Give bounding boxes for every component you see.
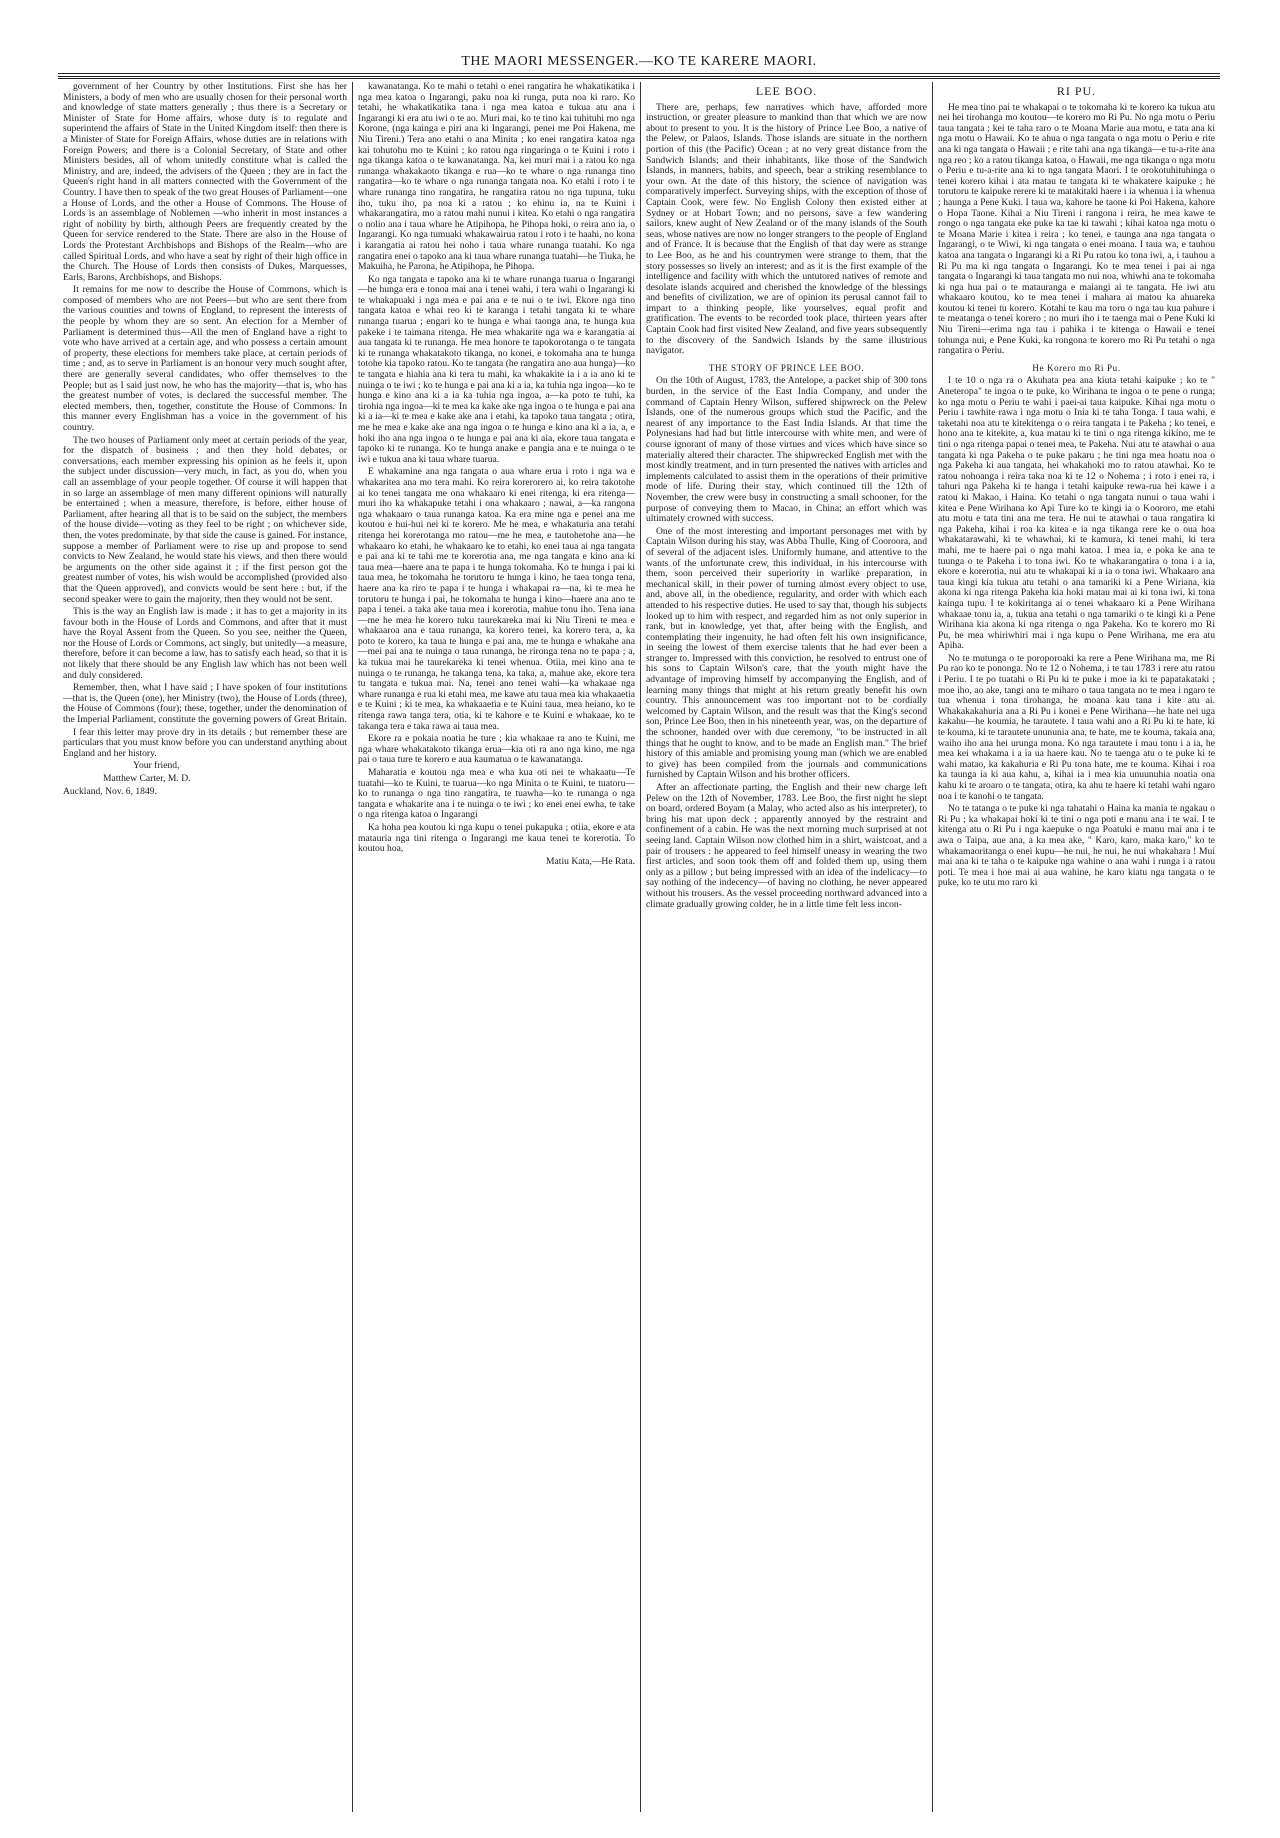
paragraph: It remains for me now to describe the House of Commons, which is composed of members who are not Peers—but who are sent there from the various counties and towns of England, to represent the interests of the people by whom they are so sent. An election for a Member of Parliament is determined thus—All the men of England have a right to vote who have arrived at a certain age, and who possess a certain amount of property, these elections for members take place, at certain periods of time ; and, as to serve in Parliament is an honour very much sought after, there are generally several candidates, who offer themselves to the People; but as I said just now, he who has the majority—that is, who has the greatest number of votes, is declared the successful member. The elected members, then, together, constitute the House of Commons. In this manner every Englishman has a voice in the government of his country. [63, 284, 347, 433]
paragraph: Ekore ra e pokaia noatia he ture ; kia whakaae ra ano te Kuini, me nga whare whakatakoto tikanga erua—kia oti ra ano nga kino, me nga pai o taua ture te korero e aua kaumatua o te kawanatanga. [358, 733, 635, 766]
paragraph: No te mutunga o te poroporoaki ka rere a Pene Wirihana ma, me Ri Pu rao ko te pononga. No te 12 o Nohema, i te tau 1783 i rere atu ratou i Periu. I te po tuatahi o Ri Pu ki te puke i moe ia ki te papatakataki ; moe iho, ao ake, tangi ana te miharo o taua tangata no te mea i ngaro te tua whenua i tona tirohanga, he moana kau tana i kite atu ai. Whakakakahuria ana a Ri Pu i konei e Pene Wirihana—he hate nei uga kakahu—he koumia, he tarautete. I taua wahi ano a Ri Pu ki te hate, ki te kouma, ki te tarautete unununia ana, te hate, me te kouma, takaia ana, waiho iho ana hei urunga mona. Ko nga tarautete i mau tonu i a ia, he mea kei whakama i a ia ua haere kau. No te taenga atu o te puke ki te wahi matao, ka kakahuria e Ri Pu tona hate, me te kouma. Kihai i roa ka taunga ia ki aua kahu, a, kihai ia i mea kia unuunuhia noatia ona kahu ki te aroaro o te tangata, otira, ka ahu te haere ki tetahi wahi ngaro noa i te kanohi o te tangata. [938, 652, 1215, 802]
closing-salutation: Your friend, [133, 760, 180, 772]
article-subheading: THE STORY OF PRINCE LEE BOO. [708, 362, 865, 373]
author-signature: Matthew Carter, M. D. [103, 773, 191, 784]
masthead-double-rule [58, 76, 1220, 79]
paragraph: E whakamine ana nga tangata o aua whare erua i roto i nga wa e whakaritea ana mo tera mahi. Ko reira korerorero ai, ko reira takotohe ai ko tenei tangata me ona whakaaro ki enei ritenga, ki era ritenga—muri iho ka whakapuke tetahi i ona whakaaro ; nawai, a—ka rangona nga whakaaro o taua runanga katoa. Ka era mine nga e penei ana me koutou e hui-hui nei ki te korero. Me he mea, e whakaturia ana tetahi ritenga hei korerotanga mo ratou—me he mea, e tautohetohe ana—he whakaaro ko etahi, he whakaaro ke to etahi, ko enei taua ai nga tangata e pai ana ki te tahi me te korerotia ana, me nga tangata e kino ana ki taua mea—haere ana te papa i te hunga tokomaha. Ko te hunga i pai ki taua mea, he tokomaha he torutoru te hunga i kino, he taea tonga tena, haere ana ka riro te papa i te hunga i whakapai ra—na, ki te mea he torutoru te hunga i pai, he tokomaha te hunga i kino—haere ana ano te papa i tenei. a taka ake taua mea i korerotia, mahue tonu iho. Tena iana—me he mea he korero tuku taurekareka mai ki Niu Tireni te mea e whakaaroa ana e taua runanga, ka korero tenei, ka korero tera, a, ka poto te korero, ka taua te hunga e pai ana, me te hunga e whakahe ana—mei pai ana te nuinga o taua runanga, he rironga tena no te papa ; a, ka tukua mai he taurekareka ki tenei whenua. Otiia, mei kino ana te nuinga o te runanga, he takanga tena, ka taka, a, mahue ake, ekore tera tu tangata e tukua mai. Na, tenei ano tenei wahi—ka whakaae nga whare runanga e rua ki etahi mea, me kawe atu taua mea kia whakaaetia e te Kuini ; ki te mea, ka whakaaetia e te Kuini taua, mea heiano, ko te ritenga rawa tanga tera, otia, ki te kahore e te Kuini e whakaae, ko te takanga tera e taka rawa ai taua mea. [358, 466, 636, 732]
column-letter-maori [352, 82, 640, 1812]
masthead: THE MAORI MESSENGER.—KO TE KARERE MAORI. [461, 54, 817, 69]
article-heading: LEE BOO. [755, 84, 818, 98]
column-letter-english [58, 82, 352, 1812]
paragraph: This is the way an English law is made ; it has to get a majority in its favour both in the House of Lords and Commons, and after that it must have the Royal Assent from the Queen. So you see, neither the Queen, nor the House of Lords or Commons, act singly, but unitedly—a measure, therefore, before it can become a law, has to satisfy each head, so that it is not likely that there should be any English law which has not been well and duly considered. [63, 606, 347, 681]
column-lee-boo [640, 82, 932, 1812]
paragraph: government of her Country by other Institutions. First she has her Ministers, a body of men who are usually chosen for their personal worth and knowledge of state matters generally ; thus there is a Secretary or Minister of State for Home affairs, whose duty is to regulate and superintend the affairs of State in the United Kingdom itself: then there is a Minister of State for Foreign Affairs, whose duties are in relations with Foreign Powers; and there is a Colonial Secretary, of State and other Ministers besides, all of whom unitedly constitute what is called the Ministry, and are, indeed, the advisers of the Queen ; they are in fact the Queen's right hand in all matters connected with the Government of the Country. I have then to speak of the two great Houses of Parliament—one a House of Lords, and the other a House of Commons. The House of Lords is an assemblage of Noblemen —who inherit in most instances a right of nobility by birth, although Peers are frequently created by the Queen for service rendered to the State. There are also in the House of Lords the Protestant Archbishops and Bishops of the Realm—who are called Spiritual Lords, and who have a seat by right of their high office in the Church. The House of Lords then consists of Dukes, Marquesses, Earls, Barons, Archbishops, and Bishops. [63, 82, 347, 283]
dateline: Auckland, Nov. 6, 1849. [63, 785, 157, 797]
paragraph: On the 10th of August, 1783, the Antelope, a packet ship of 300 tons burden, in the service of the East India Company, and under the command of Captain Henry Wilson, suffered shipwreck on the Pelew Islands, one of the numerous groups which stud the Pacific, and the nearest of any importance to the East India Islands. At that time the Polynesians had had but little intercourse with white men, and were of course ignorant of many of those virtues and vices which have since so materially altered their character. The shipwrecked English met with the most kindly treatment, and in turn presented the natives with articles and implements calculated to assist them in the operations of their primitive mode of life. During their stay, which continued till the 12th of November, the crew were busy in constructing a small schooner, for the purpose of conveying them to Macao, in China; an effort which was ultimately crowned with success. [646, 375, 927, 525]
paragraph: After an affectionate parting, the English and their new charge left Pelew on the 12th of November, 1783. Lee Boo, the first night he slept on board, ordered Boyam (a Malay, who acted also as his interpreter), to bring his mat upon deck ; apparently annoyed by the restraint and confinement of a cabin. He was the next morning much surprised at not seeing land. Captain Wilson now clothed him in a shirt, waistcoat, and a pair of trousers : he appeared to feel himself uneasy in wearing the two first articles, and soon took them off and folded them up, using them only as a pillow ; but being impressed with an idea of the indelicacy—to say nothing of the indecency—of having no clothing, he never appeared without his trousers. As the vessel proceeding northward advanced into a climate gradually growing colder, he in a little time felt less incon- [646, 782, 927, 910]
author-signature: Matiu Kata,—He Rata. [546, 855, 635, 867]
masthead-rule [58, 73, 1220, 74]
letter-closing [63, 761, 347, 797]
paragraph: The two houses of Parliament only meet at certain periods of the year, for the dispatch of business ; and then they hold debates, or conversations, each member expressing his opinion as he feels it, upon the subject under discussion—very much, in fact, as you do, when you call an assemblage of your people together. Of course it will happen that in so large an assemblage of men many different opinions will naturally be entertained ; when a measure, therefore, is before, either house of Parliament, after hearing all that is to be said on the subject, the members of the house divide—voting as they feel to be right ; on whichever side, then, the votes predominate, by that side the cause is gained. For instance, suppose a member of Parliament were to rise up and propose to send convicts to New Zealand, he would state his views, and then there would be arguments on the other side against it ; if the first person got the greatest number of votes, his wish would be accomplished (provided also that the Queen approved), and convicts would be sent here : but, if the second speaker were to gain the majority, then they would not be sent. [63, 434, 348, 605]
column-ri-pu [932, 82, 1220, 1812]
paragraph: He mea tino pai te whakapai o te tokomaha ki te korero ka tukua atu nei hei tirohanga mo koutou—te korero mo Ri Pu. No nga motu o Periu taua tangata ; kei te taha raro o te Moana Marie aua motu, e tata ana ki nga motu o Hawaii. Ko te ahua o nga tangata o nga motu o Periu e rite ana ki nga tangata o Hawaii ; e rite tahi ana nga tikanga—e tu-a-rite ana nga reo ; ko a ratou tikanga katoa, o Hawaii, me nga tikanga o nga motu o Periu e tu-a-rite ana ki to nga tangata Maori. I te orokotuhituhinga o tenei korero kihai i ata matau te tangata ki te whakatere kaipuke ; he torutoru te kaipuke rerere ki te matakitaki haere i ia whenua i ia whenua ; haunga a Pene Kuki. I taua wa, kahore he taone ki Poi Hakena, kahore o Hopa Taone. Kihai a Niu Tireni i rangona i reira, he mea kawe te rongo o nga tangata eke puke ka tae ki tawahi ; kihai katoa nga motu o te Moana Marie i kitea i reira ; ko tenei, e taunga ana nga tangata o Ingarangi, o te Wiwi, ki nga tangata o enei moana. I taua wa, e tauhou katoa ana tangata o Ingarangi ki a Ri Pu ratou ko tona iwi, a, i tauhou a Ri Pu ma ki nga tangata o Ingarangi. Ko te mea tenei i pai ai nga tangata o Ingarangi ki taua tangata mo nui noa, whiwhi ana te tokomaha ki nga hua pai o te matauranga e maiangi ai te tangata. He iwi atu whakaaro koutou, ko te mea tenei i mahara ai matou ka ahuareka koutou ki tenei tu korero. Kotahi te kau ma toru o nga tau kua pahure i te meatanga o tenei korero ; no muri iho i te taenga mai o Pene Kuki ki Niu Tireni—erima nga tau i pahika i te kitenga o Hawaii e tenei tohunga nui, e Pene Kuki, ka rongona te korero mo Ri Pu tetahi o nga rangatira o Periu. [938, 101, 1215, 357]
paragraph: kawanatanga. Ko te mahi o tetahi o enei rangatira he whakatikatika i nga mea katoa o Ingarangi, paku noa ki runga, puta noa ki raro. Ko tetahi, he whakatikatika tana i nga mea katoa e tukua atu ana i Ingarangi ki era atu iwi o te ao. Muri mai, ko te tino kai tuhituhi mo nga Korone, (nga kainga e piri ana ki Ingarangi, penei me Poi Hakena, me Niu Tireni.) Tera ano etahi o ana Minita ; ko enei rangatira katoa nga kai tohutohu mo te Kuini ; ko ratou nga ringaringa o te Kuini i roto i nga tikanga katoa o te kawanatanga. Na, kei muri mai i a ratou ko nga runanga whakakaoto tikanga e rua—ko te whare o nga runanga tino rangatira—ko te whare o nga runanga tangata noa. Ko etahi i roto i te whare runanga tino rangatira, he rangatira ratou no nga tupuna, tuku iho, tuku iho, pa noa ki a ratou ; ko ehinu ia, na te Kuini i whakarangatira, mo a ratou mahi nunui i kitea. Ko etahi o nga rangatira o nolio ana i taua whare he Atipihopa, he Pihopa hoki, o reira ano ia, o Ingarangi. Ko nga tumuaki whakawairua ratou i roto i te haahi, no kona i karangatia ai ratou hei noho i taua whare runanga tuatahi. Ko nga rangatira enei o tapoko ana ki taua whare runanga tuatahi—he Tiuka, he Makuiha, he Parona, he Atipihopa, he Pihopa. [358, 82, 635, 273]
paragraph: Remember, then, what I have said ; I have spoken of four institutions—that is, the Queen (one), her Ministry (two), the House of Lords (three), the House of Commons (four); these, together, under the denomination of the Imperial Parliament, constitute the governing powers of Great Britain. [63, 682, 348, 726]
paragraph: One of the most interesting and important personages met with by Captain Wilson during his stay, was Abba Thulle, King of Cooroora, and of several of the adjacent isles. Uniformly humane, and attentive to the wants of the unfortunate crew, this individual, in his intercourse with them, soon perceived their superiority in warlike preparation, in mechanical skill, in their power of turning almost every object to use, and, above all, in the obedience, regularity, and order with which each attended to his respective duties. He used to say that, though his subjects looked up to him with respect, and regarded him as not only superior in rank, but in knowledge, yet that, after being with the English, and contemplating their ingenuity, he had often felt his own insignificance, in seeing the lowest of them exercise talents that he had ever been a stranger to. Impressed with this conviction, he resolved to entrust one of his sons to Captain Wilson's care, that the youth might have the advantage of improving himself by accompanying the English, and of learning many things that might at his return greatly benefit his own country. This announcement was too important not to be cordially welcomed by Captain Wilson, and the result was that the King's second son, Prince Lee Boo, then in his nineteenth year, was, on the departure of the schooner, handed over with due ceremony, "to be instructed in all things that he ought to know, and to be made an English man." The brief history of this amiable and promising young man (which we are enabled to give) has been compiled from the journals and communications furnished by Captain Wilson and his brother officers. [646, 525, 927, 781]
article-subheading: He Korero mo Ri Pu. [1032, 362, 1121, 373]
paragraph: Maharatia e koutou nga mea e wha kua oti nei te whakaatu—Te tuatahi—ko te Kuini, te tuarua—ko nga Minita o te Kuini, te tuatoru—ko to runanga o nga tino rangatira, te tuawha—ko te runanga o nga tangata e whakarite ana i te nuinga o te iwi ; ko enei enei ewha, te take o nga ritenga katoa o Ingarangi [358, 767, 635, 821]
paragraph: Ka hoha pea koutou ki nga kupu o tenei pukapuka ; otiia, ekore e ata matauria nga tini ritenga o Ingarangi me kaua tenei te korerotia. To koutou hoa, [358, 821, 635, 855]
paragraph: I fear this letter may prove dry in its details ; but remember these are particulars that you must know before you can understand anything about England and her history. [63, 726, 347, 759]
columns [58, 82, 1220, 1812]
article-heading: RI PU. [1056, 84, 1097, 98]
paragraph: No te tatanga o te puke ki nga tahatahi o Haina ka mania te ngakau o Ri Pu ; ka whakapai hoki ki te tini o nga poti e manu ana i te wai. I te kitenga atu o Ri Pu i nga kaepuke o nga Poatuki e manu mai ana i te awa o Taipa, aue ana, a ka mea ake, " Karo, karo, maka karo," ko te whakamaoritanga o enei kupu—he nui, he nui, he nui whakahara ! Mui mai ana ki te taha o te kaipuke nga wahine o ana wahi i runga i a ratou poti. Te mea i hoe mai ai aua wahine, he karo kiatu nga tangata o te puke, ko te utu mo raro ki [938, 803, 1215, 889]
paragraph: Ko nga tangata e tapoko ana ki te whare runanga tuarua o Ingarangi—he hunga era e tonoa mai ana i tenei wahi, i tera wahi o Ingarangi ki te whakapuaki i nga mea e pai ana e te nui o te iwi. Ekore nga tino tangata katoa e whai reo ki te karanga i tetahi tangata ki te whare runanga tuarua ; engari ko te hunga e whai taonga ana, te hunga kua pakeke i te taimana ritenga. He mea whakarite nga wa e karangatia ai aua tangata ki te runanga. He mea honore te tapokorotanga o te tangata ki te runanga whakatakoto tikanga, no konei, e tokomaha ana te hunga totohe kia tapoko ratou. Ko te tangata (he rangatira ano aua hunga)—ko te tangata e hiahia ana ki tera tu mahi, ka whakakite ia i a ia ano ki te nuinga o te iwi ; ko te hunga e pai ana ki a ia, ka tuhia nga ingoa—ko te hunga e kino ana ki a ia ka tuhia nga ingoa, a—ka poto te tuhi, ka tirohia nga ingoa—ki te mea ka kake ake nga ingoa o te hunga e pai ana ki a ia—ki te mea e kake ake ana i etahi, ka tapoko taua tangata ; otira, me he mea e kake ake ana nga ingoa o te hunga e kino ana ki a ia, a, e hoki iho ana nga ingoa o te hunga e pai ana ki aia, ekore taua tangata e tapoko ki te runanga. Ko te hunga anake e pangia ana e te nuinga o te iwi e tukua ana ki taua whare tuarua. [358, 273, 635, 465]
newspaper-page [58, 52, 1220, 1812]
paragraph: I te 10 o nga ra o Akuhata pea ana kiuta tetahi kaipuke ; ko te " Aneteropa" te ingoa o te puke, ko Wirihana te ingoa o te pene o runga; ko nga motu o Periu te wahi i paei-ai taua kaipuke. Kihai nga motu o Periu i tawhite rawa i nga motu o Inia ki te taha Tonga. I taua wahi, e taketahi noa atu te kitekitenga o o reira tangata i te Pakeha ; ko tenei, e hono ana te kitekite, a, kua matau ki te tini o nga ritenga kikino, me te tini o nga ritenga papai o tenei mea, te Pakeha. Nui atu te atawhai o aua tangata ki nga Pakeha o te puke pakaru ; he tini nga mea hoatu noa o nga Pakeha ki aua tangata, hei whakahoki mo to ratou atawhai. Ko te ratou nohoanga i reira taka noa ki te 12 o Nohema ; i roto i enei ra, i tahuri nga Pakeha ki te hanga i tetahi kaipuke rewa-rua hei kawe i a ratou ki Makao, i Haina. Ko tetahi o nga tangata nunui o taua wahi i kitea e Pene Wirihana ko Api Ture ko te kingi ia o Koororo, me etahi atu motu e tata tini ana me tera. He nui te atawhai o taua rangatira ki nga Pakeha, kihai i roa ka kitea e ia nga tikanga rere ke o oua hoa whakatarawahi, ki te whawhai, ki te kamura, ki tenei mahi, ki tera mahi, me te haere pai o nga mahi katoa. I mea ia, e poka ke ana te tuunga o te Pakeha i to tona iwi. Ko te whakarangatira o tona i a ia, ekore e korerotia, nui atu te whakapai ki a ia o tona iwi. Whakaaro ana taua kingi kia tukua atu tetahi o ana tamariki ki a Pene Wiriana, kia akona ki nga ritenga Pakeha kia hoki matau mai ai ki tona iwi, ki tona kainga tupu. I te kokiritanga ai o tenei whakaaro ki a Pene Wirihana whakaae tonu ia, a, tukua ana tetahi o nga tamariki o te kingi ki a Pene Wirihana kia akona ki nga ritenga o nga Pakeha. Ko te korero mo Ri Pu, he mea whiriwhiri mai i nga kupu o Pene Wirihana, me era atu Apiha. [938, 375, 1215, 652]
paragraph: There are, perhaps, few narratives which have, afforded more instruction, or greater pleasure to mankind than that which we are now about to present to you. It is the history of Prince Lee Boo, a native of the Pelew, or Palaos, Islands. Those islands are situate in the northern portion of this (the Pacific) Ocean ; at no very great distance from the Sandwich Islands; and their inhabitants, like those of the Sandwich Islands, in manners, habits, and speech, bear a striking resemblance to your own. At the date of this history, the science of navigation was comparatively imperfect. Surveying ships, with the exception of those of Captain Cook, were few. No English Colony then existed either at Sydney or at Hobart Town; and no persons, save a few wandering sailors, knew aught of New Zealand or of the many islands of the South seas, whose natives are now no longer strangers to the people of England and of France. It is because that the English of that day were as strange to Lee Boo, as he and his countrymen were strange to them, that the story possesses so lively an interest; and as it is the first example of the intelligence and facility with which the untutored natives of remote and desolate islands acquired and cherished the knowledge of the blessings and benefits of civilization, we are of opinion its perusal cannot fail to impart to a thinking people, like yourselves, equal profit and gratification. The events to be recorded took place, thirteen years after Captain Cook had first visited New Zealand, and five years subsequently to the discovery of the Sandwich Islands by the same illustrious navigator. [646, 101, 927, 357]
